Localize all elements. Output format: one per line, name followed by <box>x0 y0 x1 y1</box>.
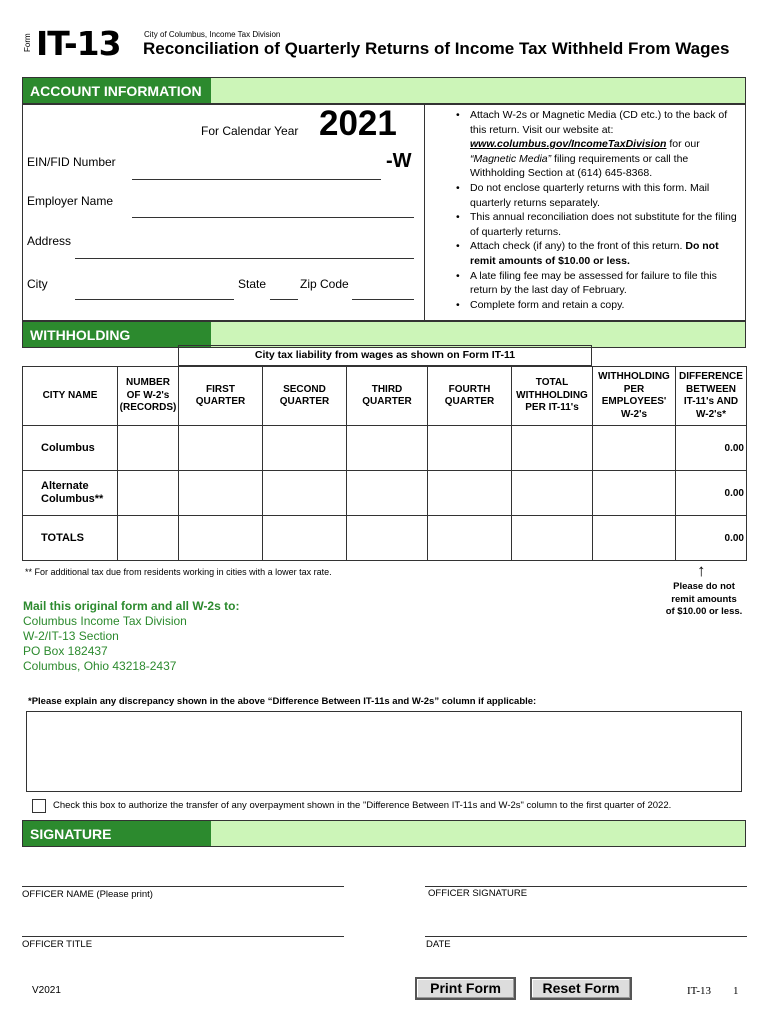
withholding-section-title: WITHHOLDING <box>23 322 211 347</box>
account-divider <box>424 104 425 321</box>
state-field[interactable] <box>270 299 298 300</box>
total-withholding-cell[interactable] <box>512 471 593 516</box>
employee-withholding-cell[interactable] <box>593 471 676 516</box>
state-label: State <box>238 277 267 291</box>
instruction-item: • Attach W-2s or Magnetic Media (CD etc.) to the back of this return. Visit our website at: www.columbus.gov/IncomeTaxDivision for our “Magnetic Media” filing requirements or call the Withholding Section at (614) 645-8368. <box>456 108 741 181</box>
instruction-item: • Attach check (if any) to the front of this return. Do not remit amounts of $10.00 or less. <box>456 239 741 268</box>
address-label: Address <box>27 234 72 248</box>
remit-note: Please do not remit amounts of $10.00 or less. <box>665 581 743 617</box>
officer-name-field[interactable] <box>22 886 344 887</box>
instructions-list <box>456 108 741 312</box>
row-city-name: Columbus <box>23 426 118 471</box>
account-section-bar <box>22 77 746 104</box>
reset-form-button[interactable]: Reset Form <box>530 977 632 1000</box>
page-number: 1 <box>733 985 739 997</box>
first-quarter-cell[interactable] <box>179 516 263 561</box>
form-word: Form <box>23 33 32 52</box>
ein-label: EIN/FID Number <box>27 155 116 169</box>
instruction-item: • A late filing fee may be assessed for failure to file this return by the last day of February. <box>456 269 741 298</box>
first-quarter-cell[interactable] <box>179 426 263 471</box>
col-total-withholding: TOTAL WITHHOLDING PER IT-11's <box>512 367 593 426</box>
form-number: IT-13 <box>36 24 121 63</box>
calendar-year-label: For Calendar Year <box>201 124 299 138</box>
row-city-name: TOTALS <box>23 516 118 561</box>
city-label: City <box>27 277 48 291</box>
employee-withholding-cell[interactable] <box>593 516 676 561</box>
signature-section-bar <box>22 820 746 847</box>
date-field[interactable] <box>425 936 747 937</box>
table-footnote: ** For additional tax due from residents working in cities with a lower tax rate. <box>25 567 332 577</box>
table-caption: City tax liability from wages as shown on Form IT-11 <box>178 345 592 366</box>
employee-withholding-cell[interactable] <box>593 426 676 471</box>
table-row <box>23 516 747 561</box>
zip-label: Zip Code <box>300 277 349 291</box>
mail-heading: Mail this original form and all W-2s to: <box>23 599 240 613</box>
calendar-year: 2021 <box>319 104 397 143</box>
second-quarter-cell[interactable] <box>263 516 347 561</box>
w2-count-cell[interactable] <box>118 516 179 561</box>
col-second-quarter: SECOND QUARTER <box>263 367 347 426</box>
officer-signature-field[interactable] <box>425 886 747 887</box>
col-third-quarter: THIRD QUARTER <box>347 367 428 426</box>
table-row <box>23 471 747 516</box>
address-field[interactable] <box>75 258 414 259</box>
zip-field[interactable] <box>352 299 414 300</box>
difference-cell: 0.00 <box>676 516 747 561</box>
instruction-item: • This annual reconciliation does not substitute for the filing of quarterly returns. <box>456 210 741 239</box>
officer-title-field[interactable] <box>22 936 344 937</box>
row-city-name: Alternate Columbus** <box>23 471 118 516</box>
employer-name-label: Employer Name <box>27 194 114 208</box>
instruction-item: • Do not enclose quarterly returns with this form. Mail quarterly returns separately. <box>456 181 741 210</box>
col-w2-count: NUMBER OF W-2's (RECORDS) <box>118 367 179 426</box>
w-suffix: -W <box>386 150 412 172</box>
third-quarter-cell[interactable] <box>347 516 428 561</box>
officer-name-label: OFFICER NAME (Please print) <box>22 889 153 900</box>
withholding-table <box>22 366 747 561</box>
col-fourth-quarter: FOURTH QUARTER <box>428 367 512 426</box>
employer-name-field[interactable] <box>132 217 414 218</box>
fourth-quarter-cell[interactable] <box>428 471 512 516</box>
mail-address-line: Columbus, Ohio 43218-2437 <box>23 659 177 673</box>
overpayment-label: Check this box to authorize the transfer of any overpayment shown in the "Difference Between IT-11s and W-2s" column to the first quarter of 2022. <box>53 800 672 811</box>
total-withholding-cell[interactable] <box>512 426 593 471</box>
discrepancy-textarea[interactable] <box>26 711 742 792</box>
instruction-item: • Complete form and retain a copy. <box>456 298 741 313</box>
difference-cell: 0.00 <box>676 471 747 516</box>
ein-field[interactable] <box>132 179 381 180</box>
website-link[interactable]: www.columbus.gov/IncomeTaxDivision <box>470 138 667 151</box>
version-label: V2021 <box>32 985 61 996</box>
up-arrow-icon: ↑ <box>697 561 706 580</box>
col-employee-withholding: WITHHOLDING PER EMPLOYEES' W-2's <box>593 367 676 426</box>
mail-address-line: Columbus Income Tax Division <box>23 614 187 628</box>
discrepancy-label: *Please explain any discrepancy shown in the above “Difference Between IT-11s and W-2s” column if applicable: <box>28 696 537 707</box>
account-section-title: ACCOUNT INFORMATION <box>23 78 211 103</box>
date-label: DATE <box>426 939 451 950</box>
officer-title-label: OFFICER TITLE <box>22 939 93 950</box>
agency-name: City of Columbus, Income Tax Division <box>144 30 281 39</box>
second-quarter-cell[interactable] <box>263 426 347 471</box>
mail-address-line: W-2/IT-13 Section <box>23 629 119 643</box>
fourth-quarter-cell[interactable] <box>428 426 512 471</box>
footer-form-code: IT-13 <box>687 985 712 997</box>
w2-count-cell[interactable] <box>118 471 179 516</box>
officer-signature-label: OFFICER SIGNATURE <box>428 888 528 899</box>
col-difference: DIFFERENCE BETWEEN IT-11's AND W-2's* <box>676 367 747 426</box>
w2-count-cell[interactable] <box>118 426 179 471</box>
signature-section-title: SIGNATURE <box>23 821 211 846</box>
total-withholding-cell[interactable] <box>512 516 593 561</box>
overpayment-checkbox[interactable] <box>32 799 46 813</box>
mail-address-line: PO Box 182437 <box>23 644 108 658</box>
third-quarter-cell[interactable] <box>347 471 428 516</box>
city-field[interactable] <box>75 299 234 300</box>
col-first-quarter: FIRST QUARTER <box>179 367 263 426</box>
difference-cell: 0.00 <box>676 426 747 471</box>
fourth-quarter-cell[interactable] <box>428 516 512 561</box>
withholding-section-bar <box>22 321 746 348</box>
print-form-button[interactable]: Print Form <box>415 977 516 1000</box>
first-quarter-cell[interactable] <box>179 471 263 516</box>
table-header-row <box>23 367 747 426</box>
table-row <box>23 426 747 471</box>
col-city-name: CITY NAME <box>23 367 118 426</box>
second-quarter-cell[interactable] <box>263 471 347 516</box>
page-title: Reconciliation of Quarterly Returns of Income Tax Withheld From Wages <box>143 39 730 58</box>
third-quarter-cell[interactable] <box>347 426 428 471</box>
